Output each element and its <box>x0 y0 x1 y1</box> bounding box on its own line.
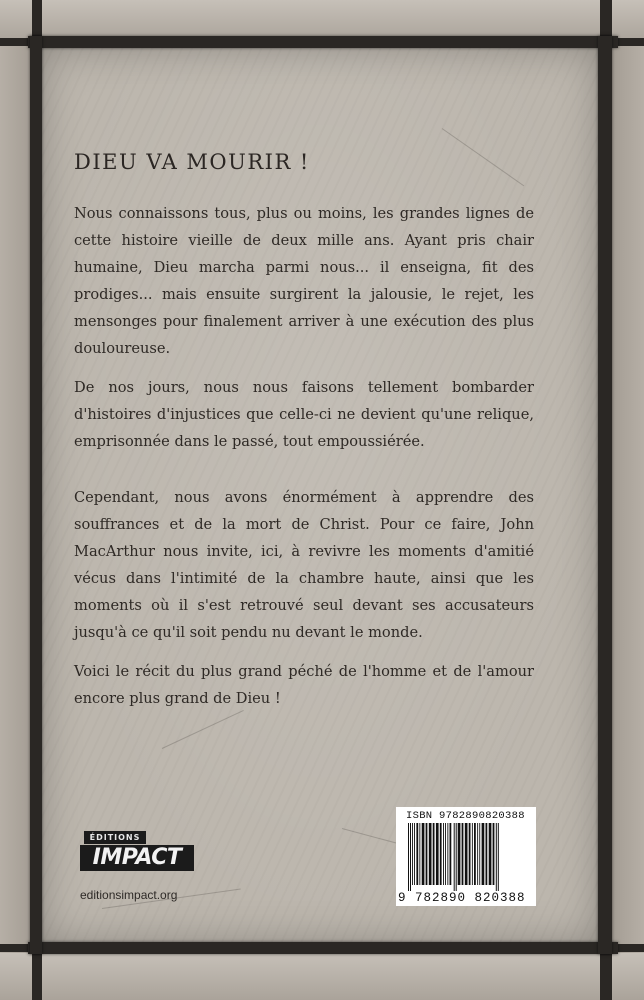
blurb-paragraph-1: Nous connaissons tous, plus ou moins, les grandes lignes de cette histoire vieille de deux mille ans. Ayant pris chair humaine, Dieu marcha parmi nous... il enseigna, fit des prodiges... mais ensuite surgirent la jalousie, le rejet, les mensonges pour finalement arriver à une exécution des plus douloureuse. <box>74 205 534 357</box>
barcode-bar <box>477 823 478 885</box>
groove-ext <box>32 0 42 38</box>
barcode-bar <box>429 823 432 885</box>
barcode-bar <box>469 823 471 885</box>
barcode-bar <box>419 823 420 885</box>
barcode-bar <box>482 823 485 885</box>
barcode-bar <box>436 823 439 885</box>
groove-top <box>28 36 618 48</box>
barcode-bar <box>443 823 444 885</box>
barcode-bar <box>445 823 446 885</box>
barcode-bar <box>465 823 468 885</box>
barcode-bar <box>410 823 411 891</box>
groove-right <box>598 36 612 954</box>
barcode-bar <box>454 823 455 891</box>
blurb-paragraph-3: Cependant, nous avons énormément à apprendre des souffrances et de la mort de Christ. Pour ce faire, John MacArthur nous invite, ici, à revivre les moments d'amitié vécus dans l'intimité de la chambre haute, ainsi que les moments où il s'est retrouvé seul devant ses accusateurs jusqu'à ce qu'il soit pendu nu devant le monde. <box>74 489 534 641</box>
barcode-bar <box>416 823 418 885</box>
groove-ext <box>600 0 612 38</box>
crack <box>162 710 244 749</box>
barcode-bar <box>493 823 495 885</box>
barcode-bar <box>408 823 409 891</box>
barcode-bar <box>412 823 413 885</box>
barcode-bar <box>486 823 488 885</box>
barcode-digits: 9 782890 820388 <box>398 891 526 905</box>
barcode-bar <box>426 823 428 885</box>
groove-ext <box>0 38 30 46</box>
barcode-bar <box>474 823 476 885</box>
barcode-bar <box>496 823 497 891</box>
barcode-bars <box>408 823 532 891</box>
stone-slab-bottom <box>0 953 644 1000</box>
publisher-website: editionsimpact.org <box>80 888 178 902</box>
barcode-bar <box>450 823 452 885</box>
blurb-paragraph-4: Voici le récit du plus grand péché de l'homme et de l'amour encore plus grand de Dieu ! <box>74 663 534 707</box>
stone-slab-right <box>612 42 644 953</box>
barcode-bar <box>422 823 425 885</box>
barcode-bar <box>479 823 480 885</box>
publisher-logo-top: ÉDITIONS <box>84 831 146 844</box>
publisher-logo <box>80 831 194 879</box>
crack <box>442 128 524 186</box>
groove-ext <box>600 952 612 1000</box>
barcode-bar <box>433 823 435 885</box>
groove-ext <box>32 952 42 1000</box>
barcode-bar <box>472 823 473 885</box>
groove-bottom <box>28 942 618 954</box>
isbn-label: ISBN 9782890820388 <box>406 810 525 822</box>
barcode-bar <box>447 823 448 885</box>
stone-slab-left <box>0 42 32 953</box>
barcode-bar <box>489 823 492 885</box>
isbn-barcode <box>396 807 536 906</box>
barcode-bar <box>498 823 499 891</box>
barcode-bar <box>456 823 457 891</box>
barcode-bar <box>462 823 464 885</box>
barcode-bar <box>440 823 442 885</box>
groove-ext <box>0 944 30 952</box>
blurb-paragraph-2: De nos jours, nous nous faisons tellement bombarder d'histoires d'injustices que celle-ci ne devient qu'une relique, emprisonnée dans le passé, tout empoussiérée. <box>74 379 534 450</box>
publisher-logo-main: IMPACT <box>80 845 194 871</box>
barcode-bar <box>458 823 461 885</box>
book-title: DIEU VA MOURIR ! <box>74 150 310 174</box>
groove-left <box>30 36 42 954</box>
barcode-bar <box>414 823 415 885</box>
